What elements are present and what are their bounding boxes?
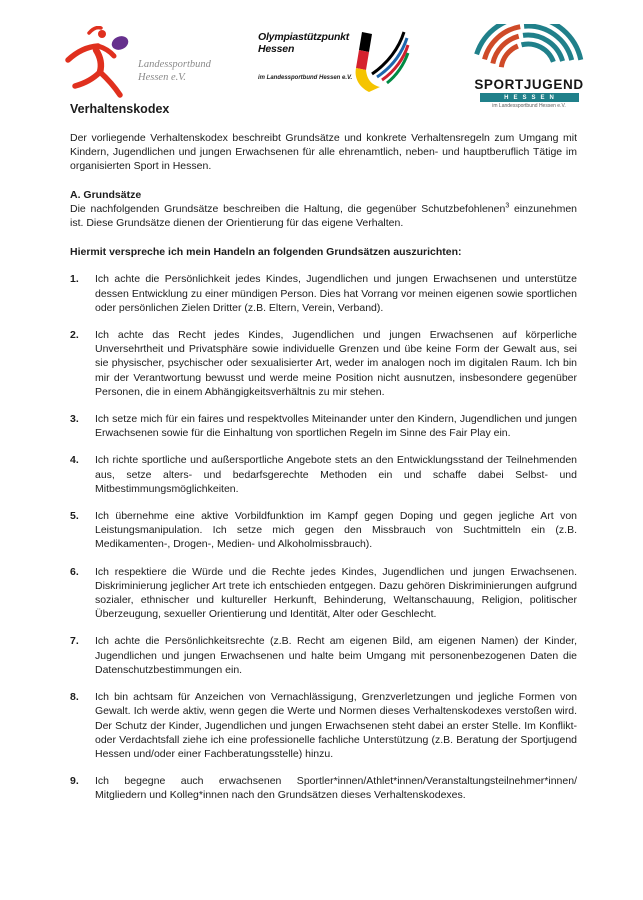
section-a-body <box>70 202 577 230</box>
osp-subtitle: im Landessportbund Hessen e.V. <box>258 75 353 81</box>
list-item-text: Ich richte sportliche und außersportliche Angebote stets an den Entwicklungsstand der Teilnehmenden aus, setze alters- und bedarfsgerechte Methoden ein und schaffe dabei Selbst- und Mitbestimmungsmöglichkeiten. <box>95 454 577 495</box>
osp-swoosh-icon <box>352 30 410 94</box>
sportjugend-region-badge: HESSEN <box>480 93 579 102</box>
rainbow-arcs-icon <box>466 24 592 71</box>
list-item-text: Ich achte die Persönlichkeitsrechte (z.B. Recht am eigenen Bild, am eigenen Namen) der Kinder, Jugendlichen und jungen Erwachsenen und halte beim Umgang mit personenbezogenen Daten die Datenschutzbestimmungen ein. <box>95 635 577 676</box>
intro-paragraph: Der vorliegende Verhaltenskodex beschreibt Grundsätze und konkrete Verhaltensregeln zum Umgang mit Kindern, Jugendlichen und jungen Erwachsenen für alle ehrenamtlich, neben- und hauptberuflich Tätige im organisierten Sport in Hessen. <box>70 132 577 173</box>
osp-title-line1: Olympiastützpunkt <box>258 31 350 43</box>
list-item <box>70 634 577 677</box>
list-item-number: 2. <box>70 329 79 342</box>
list-item <box>70 412 577 440</box>
list-item-number: 7. <box>70 635 79 648</box>
list-item <box>70 565 577 622</box>
list-item <box>70 774 577 802</box>
sportjugend-subtitle: im Landessportbund Hessen e.V. <box>492 102 566 109</box>
list-item <box>70 453 577 496</box>
list-item-number: 8. <box>70 691 79 704</box>
list-item-text: Ich bin achtsam für Anzeichen von Vernachlässigung, Grenzverletzungen und jegliche Formen von Gewalt. Ich werde aktiv, wenn gegen die Werte und Normen dieses Verhaltenskodexes verstoßen wird. Der Schutz der Kinder, Jugendlichen und jungen Erwachsenen steht dabei an erster Stelle. Im Konflikt- oder Verdachtsfall ziehe ich eine professionelle fachliche Unterstützung (z.B. Beratung der Sportjugend Hessen und/oder einer Fachberatungsstelle) hinzu. <box>95 691 577 760</box>
section-a-text-after: einzunehmen ist. Diese Grundsätze dienen der Orientierung für das eigene Verhalten. <box>70 202 578 230</box>
footnote-ref: 3 <box>505 202 510 210</box>
list-item <box>70 328 577 399</box>
athlete-figure-icon <box>62 26 134 98</box>
logo-osp <box>258 32 410 94</box>
lsb-label-line1: Landessportbund <box>138 59 211 70</box>
promise-heading: Hiermit verspreche ich mein Handeln an folgenden Grundsätzen auszurichten: <box>70 246 462 259</box>
list-item-number: 5. <box>70 510 79 523</box>
list-item-text: Ich begegne auch erwachsenen Sportler*innen/Athlet*innen/Veranstaltungsteilnehmer*innen/ Mitgliedern und Kolleg*innen nach den Grundsätzen dieses Verhaltenskodexes. <box>95 775 577 802</box>
sportjugend-title: SPORTJUGEND <box>474 77 584 92</box>
page-title: Verhaltenskodex <box>70 102 170 116</box>
list-item-text: Ich setze mich für ein faires und respektvolles Miteinander unter den Kindern, Jugendlichen und jungen Erwachsenen sowie für die Einhaltung von sportlichen Regeln im Sinne des Fair Play ein. <box>95 413 577 440</box>
osp-title-line2: Hessen <box>258 42 295 55</box>
principles-list <box>70 272 577 802</box>
list-item-text: Ich achte das Recht jedes Kindes, Jugendlichen und jungen Erwachsenen auf körperliche Unversehrtheit und Privatsphäre sowie individuelle Grenzen und übe keine Form der Gewalt aus, sei sie physischer, psychischer oder sexualisierter Art, weder im analogen noch im digitalen Raum. Ich bin mir der Verantwortung bewusst und werde meine Position nicht ausnutzen, insbesondere gegenüber Personen, die in einem Abhängigkeitsverhältnis zu mir stehen. <box>95 329 577 398</box>
list-item-text: Ich übernehme eine aktive Vorbildfunktion im Kampf gegen Doping und gegen jegliche Art von Leistungsmanipulation. Ich setze mich gegen den Missbrauch von Suchtmitteln ein (z.B. Medikamenten-, Drogen-, Medien- und Alkoholmissbrauch). <box>95 510 577 551</box>
list-item-number: 6. <box>70 565 79 578</box>
list-item-text: Ich achte die Persönlichkeit jedes Kindes, Jugendlichen und jungen Erwachsenen und unterstütze dessen Entwicklung zu einer mündigen Person. Dies hat Vorrang vor meinen eigenen sowie sportlichen oder persönlichen Zielen Dritter (z.B. Eltern, Verein, Verband). <box>95 273 577 314</box>
list-item <box>70 509 577 552</box>
lsb-label-line2: Hessen e.V. <box>138 72 186 83</box>
list-item-number: 4. <box>70 454 79 467</box>
list-item-number: 3. <box>70 413 79 426</box>
logo-lsb <box>62 26 211 98</box>
section-a <box>70 188 577 231</box>
list-item-number: 1. <box>70 273 79 286</box>
section-a-heading: A. Grundsätze <box>70 188 142 201</box>
list-item <box>70 272 577 315</box>
document-content <box>70 102 577 816</box>
list-item <box>70 690 577 761</box>
list-item-number: 9. <box>70 775 79 788</box>
section-a-text-before: Die nachfolgenden Grundsätze beschreiben die Haltung, die gegenüber Schutzbefohlenen <box>70 202 506 215</box>
list-item-text: Ich respektiere die Würde und die Rechte jedes Kindes, Jugendlichen und jungen Erwachsenen. Diskriminierung jeglicher Art trete ich entschieden entgegen. Dazu gehören Diskriminierungen aufgrund sozialer, ethnischer und kultureller Herkunft, Behinderung, Weltanschauung, Religion, politischer Überzeugung, sexueller Orientierung und Identität, Alter oder Geschlecht. <box>95 565 577 621</box>
logo-sportjugend <box>466 24 592 109</box>
